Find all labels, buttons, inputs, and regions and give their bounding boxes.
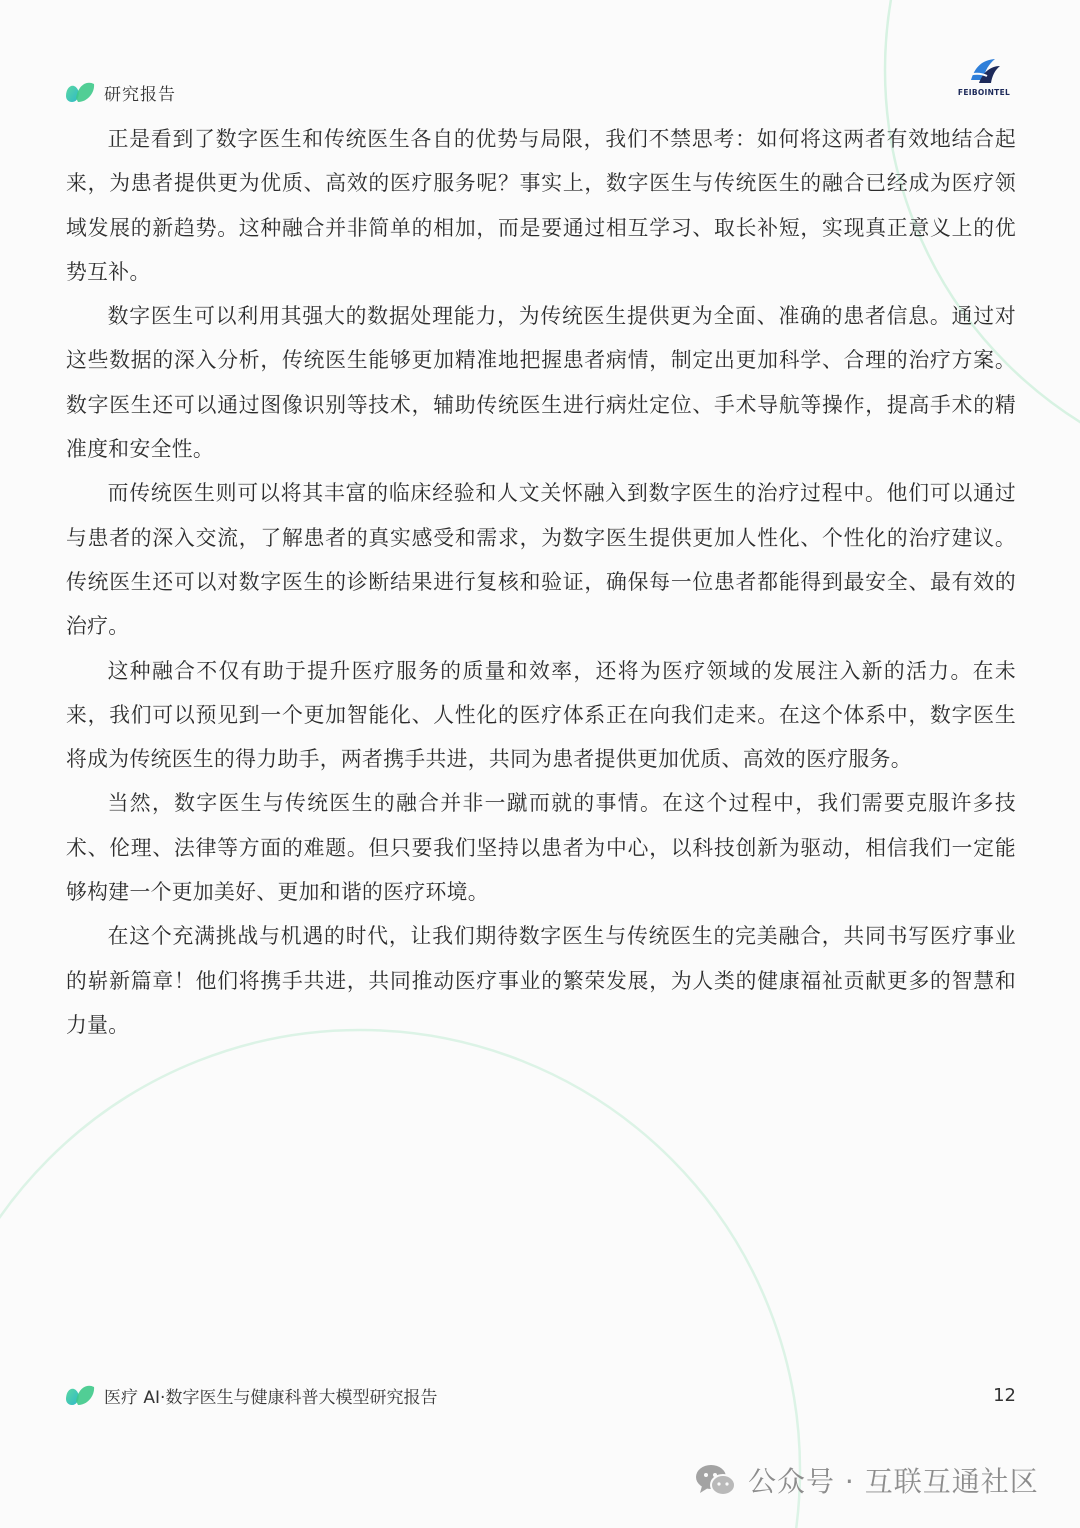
paragraph: 正是看到了数字医生和传统医生各自的优势与局限，我们不禁思考：如何将这两者有效地结合起来，为患者提供更为优质、高效的医疗服务呢？事实上，数字医生与传统医生的融合已经成为医疗领域发展的新趋势。这种融合并非简单的相加，而是要通过相互学习、取长补短，实现真正意义上的优势互补。 xyxy=(66,127,1016,284)
leaf-logo-icon xyxy=(64,1381,96,1409)
page-footer xyxy=(64,1381,1016,1409)
report-body xyxy=(66,117,1016,1047)
report-title: 医疗 AI·数字医生与健康科普大模型研究报告 xyxy=(104,1387,438,1408)
wechat-icon xyxy=(694,1462,738,1498)
watermark-text: 公众号 · 互联互通社区 xyxy=(748,1465,1039,1498)
paragraph: 当然，数字医生与传统医生的融合并非一蹴而就的事情。在这个过程中，我们需要克服许多技术、伦理、法律等方面的难题。但只要我们坚持以患者为中心，以科技创新为驱动，相信我们一定能够构建一个更加美好、更加和谐的医疗环境。 xyxy=(66,791,1016,905)
page-number: 12 xyxy=(993,1384,1016,1406)
leaf-logo-icon xyxy=(64,78,96,106)
paragraph: 在这个充满挑战与机遇的时代，让我们期待数字医生与传统医生的完美融合，共同书写医疗事业的崭新篇章！他们将携手共进，共同推动医疗事业的繁荣发展，为人类的健康福祉贡献更多的智慧和力量。 xyxy=(66,924,1016,1037)
paragraph: 数字医生可以利用其强大的数据处理能力，为传统医生提供更为全面、准确的患者信息。通过对这些数据的深入分析，传统医生能够更加精准地把握患者病情，制定出更加科学、合理的治疗方案。数字医生还可以通过图像识别等技术，辅助传统医生进行病灶定位、手术导航等操作，提高手术的精准度和安全性。 xyxy=(66,304,1016,462)
paragraph: 这种融合不仅有助于提升医疗服务的质量和效率，还将为医疗领域的发展注入新的活力。在未来，我们可以预见到一个更加智能化、人性化的医疗体系正在向我们走来。在这个体系中，数字医生将成为传统医生的得力助手，两者携手共进，共同为患者提供更加优质、高效的医疗服务。 xyxy=(66,658,1016,772)
brand-logo xyxy=(948,56,1020,97)
feibointel-logo-icon xyxy=(965,56,1003,86)
watermark xyxy=(694,1460,1039,1500)
header-section xyxy=(64,78,176,106)
paragraph: 而传统医生则可以将其丰富的临床经验和人文关怀融入到数字医生的治疗过程中。他们可以通过与患者的深入交流，了解患者的真实感受和需求，为数字医生提供更加人性化、个性化的治疗建议。传统医生还可以对数字医生的诊断结果进行复核和验证，确保每一位患者都能得到最安全、最有效的治疗。 xyxy=(66,481,1016,639)
brand-name: FEIBOINTEL xyxy=(957,88,1011,97)
section-label: 研究报告 xyxy=(104,84,176,105)
